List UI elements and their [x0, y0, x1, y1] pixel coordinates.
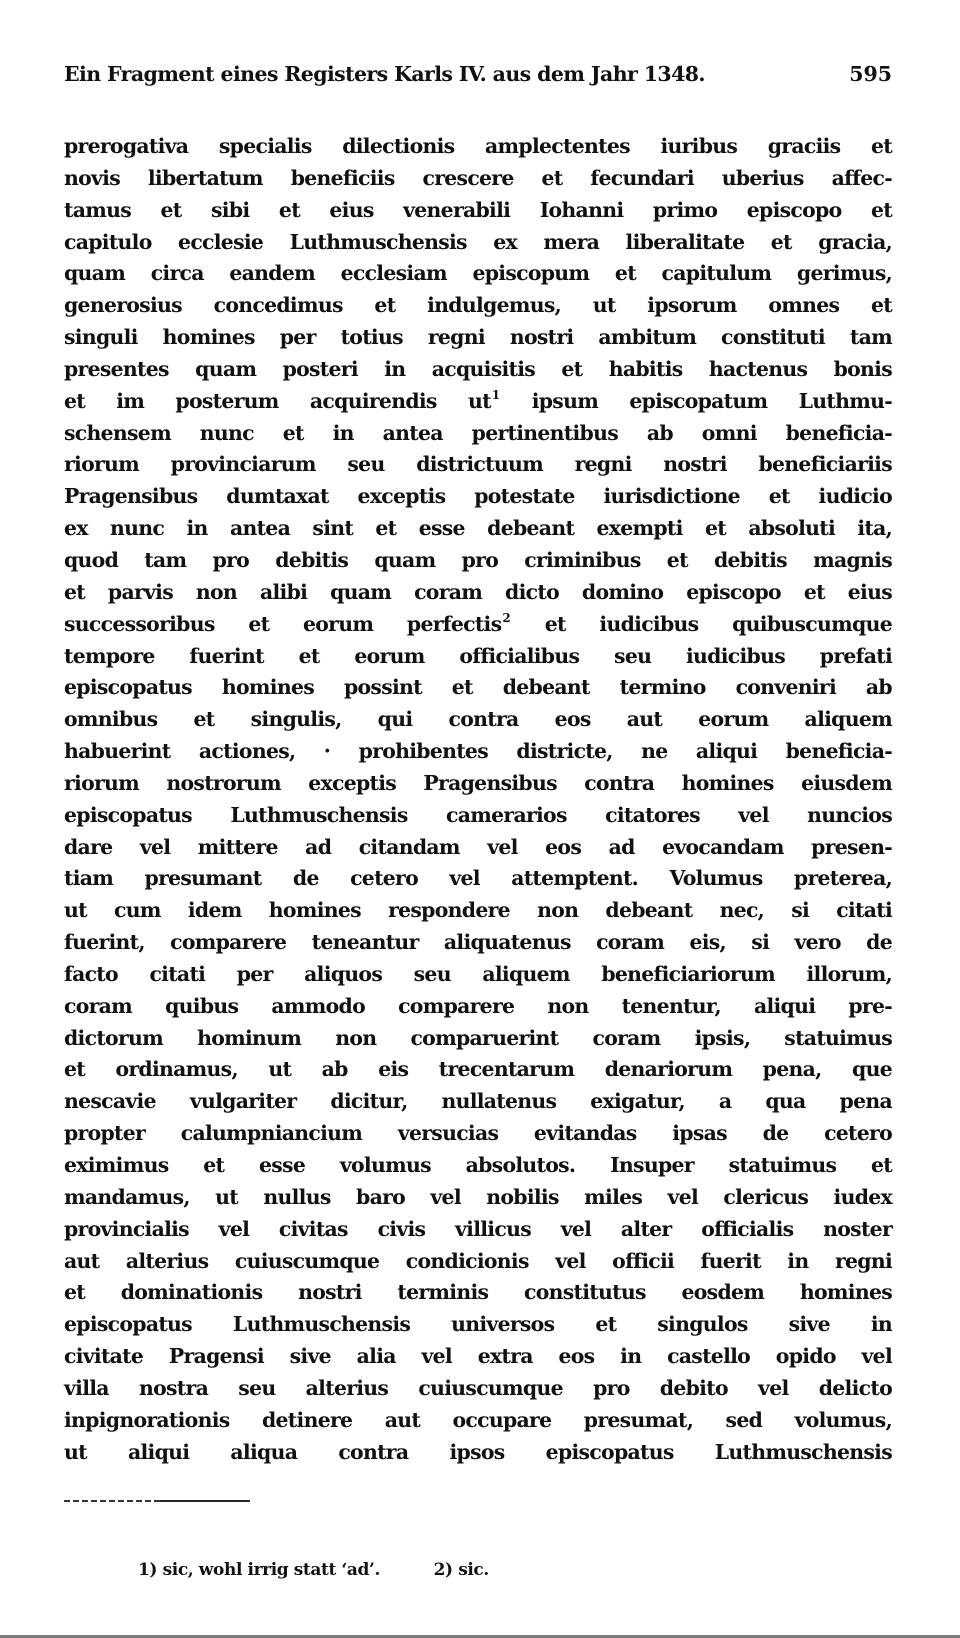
text-segment: presentes quam posteri in acquisitis et habitis hactenus bonis: [64, 356, 892, 381]
text-line: [64, 163, 892, 195]
text-segment: dare vel mittere ad citandam vel eos ad evocandam presen-: [64, 834, 892, 859]
text-segment: propter calumpniancium versucias evitandas ipsas de cetero: [64, 1121, 892, 1146]
text-segment: villa nostra seu alterius cuiuscumque pro debito vel delicto: [64, 1375, 892, 1400]
footnotes: [138, 1560, 489, 1586]
text-segment: provincialis vel civitas civis villicus vel alter officialis noster: [64, 1216, 892, 1241]
text-line: [64, 991, 892, 1023]
text-segment: riorum nostrorum exceptis Pragensibus contra homines eiusdem: [64, 770, 892, 795]
text-segment: capitulo ecclesie Luthmuschensis ex mera liberalitate et gracia,: [64, 229, 892, 254]
text-line: [64, 227, 892, 259]
text-line: [64, 1277, 892, 1309]
text-line: [64, 641, 892, 673]
text-line: [64, 481, 892, 513]
text-segment: novis libertatum beneficiis crescere et fecundari uberius affec-: [64, 165, 892, 190]
text-segment: coram quibus ammodo comparere non tenentur, aliqui pre-: [64, 993, 892, 1018]
text-segment: fuerint, comparere teneantur aliquatenus coram eis, si vero de: [64, 930, 892, 955]
text-segment: singuli homines per totius regni nostri ambitum constituti tam: [64, 325, 892, 350]
text-segment: et im posterum acquirendis ut: [64, 388, 491, 413]
text-line: [64, 545, 892, 577]
footnote-marker: 1: [491, 387, 500, 402]
text-line: [64, 513, 892, 545]
text-line: [64, 1023, 892, 1055]
text-line: [64, 1150, 892, 1182]
text-segment: ut cum idem homines respondere non debeant nec, si citati: [64, 898, 892, 923]
text-line: [64, 1309, 892, 1341]
text-segment: episcopatus Luthmuschensis universos et singulos sive in: [64, 1312, 892, 1337]
text-segment: tiam presumant de cetero vel attemptent. Volumus preterea,: [64, 866, 892, 891]
text-line: [64, 577, 892, 609]
text-line: [64, 290, 892, 322]
text-segment: civitate Pragensi sive alia vel extra eos in castello opido vel: [64, 1344, 892, 1369]
text-segment: riorum provinciarum seu districtuum regni nostri beneficiariis: [64, 452, 892, 477]
text-line: [64, 1214, 892, 1246]
text-line: [64, 386, 892, 418]
text-line: [64, 800, 892, 832]
text-line: [64, 1437, 892, 1469]
text-line: [64, 832, 892, 864]
text-line: [64, 354, 892, 386]
text-line: [64, 1405, 892, 1437]
text-segment: episcopatus Luthmuschensis camerarios citatores vel nuncios: [64, 802, 892, 827]
text-line: [64, 609, 892, 641]
text-line: [64, 704, 892, 736]
text-line: [64, 768, 892, 800]
text-line: [64, 131, 892, 163]
text-line: [64, 1086, 892, 1118]
text-segment: et dominationis nostri terminis constitutus eosdem homines: [64, 1280, 892, 1305]
text-line: [64, 1373, 892, 1405]
text-line: [64, 1341, 892, 1373]
text-segment: eximimus et esse volumus absolutos. Insuper statuimus et: [64, 1153, 892, 1177]
text-line: [64, 959, 892, 991]
body-text: [64, 131, 892, 1468]
text-segment: et ordinamus, ut ab eis trecentarum denariorum pena, que: [64, 1057, 892, 1082]
text-line: [64, 449, 892, 481]
text-segment: ex nunc in antea sint et esse debeant exempti et absoluti ita,: [64, 516, 892, 541]
text-segment: successoribus et eorum perfectis: [64, 611, 502, 636]
text-segment: inpignorationis detinere aut occupare presumat, sed volumus,: [64, 1407, 892, 1432]
text-segment: mandamus, ut nullus baro vel nobilis miles vel clericus iudex: [64, 1184, 892, 1209]
text-line: [64, 736, 892, 768]
running-title: Ein Fragment eines Registers Karls IV. aus dem Jahr 1348.: [64, 62, 705, 86]
text-segment: et parvis non alibi quam coram dicto domino episcopo et eius: [64, 579, 892, 604]
text-segment: omnibus et singulis, qui contra eos aut eorum aliquem: [64, 707, 892, 732]
text-line: [64, 1182, 892, 1214]
text-segment: quam circa eandem ecclesiam episcopum et capitulum gerimus,: [64, 261, 892, 286]
text-segment: schensem nunc et in antea pertinentibus ab omni beneficia-: [64, 420, 892, 445]
text-segment: prerogativa specialis dilectionis amplectentes iuribus graciis et: [64, 134, 892, 158]
text-line: [64, 672, 892, 704]
text-line: [64, 1118, 892, 1150]
text-line: [64, 1246, 892, 1278]
text-segment: episcopatus homines possint et debeant termino conveniri ab: [64, 675, 892, 700]
text-segment: dictorum hominum non comparuerint coram ipsis, statuimus: [64, 1025, 892, 1050]
footnote-2: 2) sic.: [433, 1560, 489, 1580]
text-line: [64, 863, 892, 895]
text-segment: ut aliqui aliqua contra ipsos episcopatus Luthmuschensis: [64, 1439, 892, 1464]
text-segment: quod tam pro debitis quam pro criminibus et debitis magnis: [64, 547, 892, 572]
footnote-marker: 2: [502, 610, 511, 625]
footnote-separator: [64, 1500, 250, 1502]
text-segment: aut alterius cuiuscumque condicionis vel officii fuerit in regni: [64, 1248, 892, 1273]
text-segment: generosius concedimus et indulgemus, ut ipsorum omnes et: [64, 293, 892, 318]
text-line: [64, 895, 892, 927]
text-segment: nescavie vulgariter dicitur, nullatenus exigatur, a qua pena: [64, 1089, 892, 1114]
page-number: 595: [849, 62, 892, 86]
text-line: [64, 195, 892, 227]
text-segment: tamus et sibi et eius venerabili Iohanni primo episcopo et: [64, 197, 892, 222]
text-segment: Pragensibus dumtaxat exceptis potestate iurisdictione et iudicio: [64, 484, 892, 509]
text-segment: et iudicibus quibuscumque: [511, 611, 892, 636]
text-line: [64, 258, 892, 290]
text-segment: ipsum episcopatum Luthmu-: [500, 388, 893, 413]
running-header: [64, 62, 892, 92]
footnote-1: 1) sic, wohl irrig statt ‘ad’.: [138, 1560, 381, 1580]
text-line: [64, 418, 892, 450]
text-line: [64, 322, 892, 354]
text-segment: habuerint actiones, · prohibentes districte, ne aliqui beneficia-: [64, 739, 892, 764]
text-segment: facto citati per aliquos seu aliquem beneficiariorum illorum,: [64, 961, 892, 986]
text-line: [64, 1054, 892, 1086]
text-segment: tempore fuerint et eorum officialibus seu iudicibus prefati: [64, 643, 892, 668]
text-line: [64, 927, 892, 959]
